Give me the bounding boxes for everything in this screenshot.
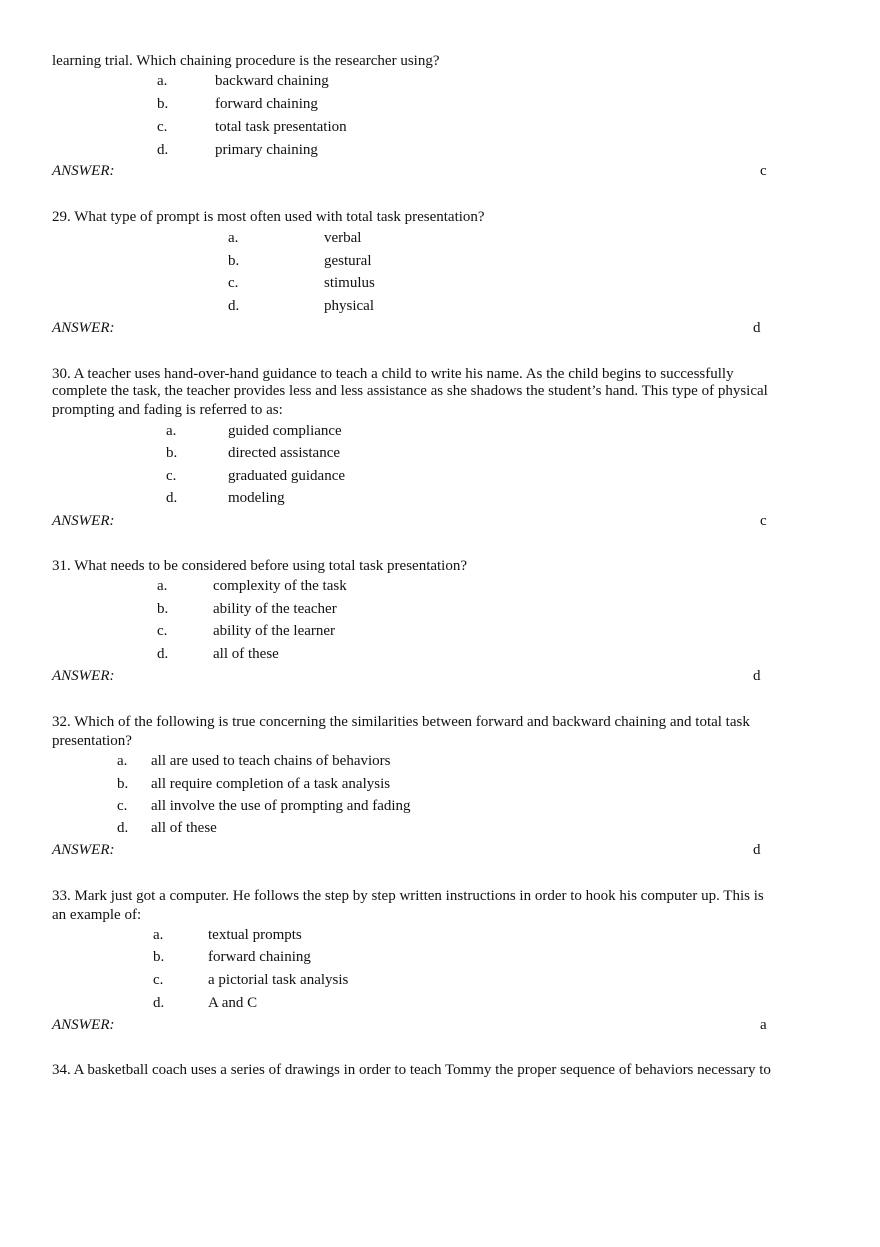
q29-option-c-text: stimulus — [324, 275, 375, 291]
q29-option-b-text: gestural — [324, 253, 372, 269]
question-29-stem-line-1: 29. What type of prompt is most often used with total task presentation? — [52, 209, 485, 225]
q31-option-b-text: ability of the teacher — [213, 601, 337, 617]
q32-option-b-text: all require completion of a task analysis — [151, 776, 391, 792]
question-30-stem-line-3: prompting and fading is referred to as: — [52, 402, 283, 418]
q30-option-d-text: modeling — [228, 490, 285, 506]
q30-option-b-text: directed assistance — [228, 445, 341, 461]
q30-answer-label: ANSWER: — [52, 513, 115, 529]
q29-option-c-letter: c. — [228, 275, 239, 291]
q31-option-d-letter: d. — [157, 646, 169, 662]
q33-option-a-text: textual prompts — [208, 927, 302, 943]
q28-option-a-letter: a. — [157, 73, 168, 89]
q28-option-d-text: primary chaining — [215, 142, 318, 158]
question-31-stem-line-1: 31. What needs to be considered before using total task presentation? — [52, 558, 468, 574]
q33-option-b-letter: b. — [153, 949, 165, 965]
q28-option-b-letter: b. — [157, 96, 169, 112]
q33-answer-value: a — [760, 1017, 767, 1033]
q29-option-a-letter: a. — [228, 230, 239, 246]
q31-option-d-text: all of these — [213, 646, 279, 662]
q32-option-c-text: all involve the use of prompting and fading — [151, 798, 411, 814]
q31-option-c-text: ability of the learner — [213, 623, 336, 639]
q30-answer-value: c — [760, 513, 767, 529]
question-33-stem-line-1: 33. Mark just got a computer. He follows the step by step written instructions in order to hook his computer up. This is — [52, 888, 764, 904]
q31-option-a-text: complexity of the task — [213, 578, 347, 594]
q28-option-c-text: total task presentation — [215, 119, 347, 135]
q33-option-d-text: A and C — [208, 995, 258, 1011]
q33-answer-label: ANSWER: — [52, 1017, 115, 1033]
question-32-stem-line-2: presentation? — [52, 733, 132, 749]
q31-answer-value: d — [753, 668, 761, 684]
q32-option-b-letter: b. — [117, 776, 129, 792]
q31-option-c-letter: c. — [157, 623, 168, 639]
q29-option-d-text: physical — [324, 298, 374, 314]
q33-option-c-letter: c. — [153, 972, 164, 988]
q32-option-d-text: all of these — [151, 820, 217, 836]
q30-option-d-letter: d. — [166, 490, 178, 506]
q29-option-b-letter: b. — [228, 253, 240, 269]
q29-answer-value: d — [753, 320, 761, 336]
q28-answer-label: ANSWER: — [52, 163, 115, 179]
q32-option-d-letter: d. — [117, 820, 129, 836]
q30-option-c-text: graduated guidance — [228, 468, 346, 484]
q32-option-c-letter: c. — [117, 798, 128, 814]
q29-option-d-letter: d. — [228, 298, 240, 314]
q29-option-a-text: verbal — [324, 230, 362, 246]
q29-answer-label: ANSWER: — [52, 320, 115, 336]
q32-option-a-letter: a. — [117, 753, 128, 769]
q30-option-a-letter: a. — [166, 423, 177, 439]
q31-answer-label: ANSWER: — [52, 668, 115, 684]
q30-option-a-text: guided compliance — [228, 423, 342, 439]
question-32-stem-line-1: 32. Which of the following is true concerning the similarities between forward and backward chaining and total task — [52, 714, 750, 730]
q33-option-b-text: forward chaining — [208, 949, 311, 965]
q31-option-a-letter: a. — [157, 578, 168, 594]
q28-option-b-text: forward chaining — [215, 96, 318, 112]
q33-option-d-letter: d. — [153, 995, 165, 1011]
question-30-stem-line-1: 30. A teacher uses hand-over-hand guidance to teach a child to write his name. As the child begins to successfully — [52, 366, 734, 382]
question-34-stem-line-1: 34. A basketball coach uses a series of drawings in order to teach Tommy the proper sequence of behaviors necessary to — [52, 1062, 771, 1078]
q28-option-d-letter: d. — [157, 142, 169, 158]
q32-answer-label: ANSWER: — [52, 842, 115, 858]
q31-option-b-letter: b. — [157, 601, 169, 617]
q33-option-c-text: a pictorial task analysis — [208, 972, 349, 988]
q32-answer-value: d — [753, 842, 761, 858]
q28-option-a-text: backward chaining — [215, 73, 329, 89]
q30-option-b-letter: b. — [166, 445, 178, 461]
question-28-stem-line-1: learning trial. Which chaining procedure is the researcher using? — [52, 53, 440, 69]
q30-option-c-letter: c. — [166, 468, 177, 484]
question-33-stem-line-2: an example of: — [52, 907, 142, 923]
q28-answer-value: c — [760, 163, 767, 179]
q28-option-c-letter: c. — [157, 119, 168, 135]
q33-option-a-letter: a. — [153, 927, 164, 943]
q32-option-a-text: all are used to teach chains of behaviors — [151, 753, 391, 769]
question-30-stem-line-2: complete the task, the teacher provides less and less assistance as she shadows the student’s hand. This type of physical — [52, 383, 768, 399]
